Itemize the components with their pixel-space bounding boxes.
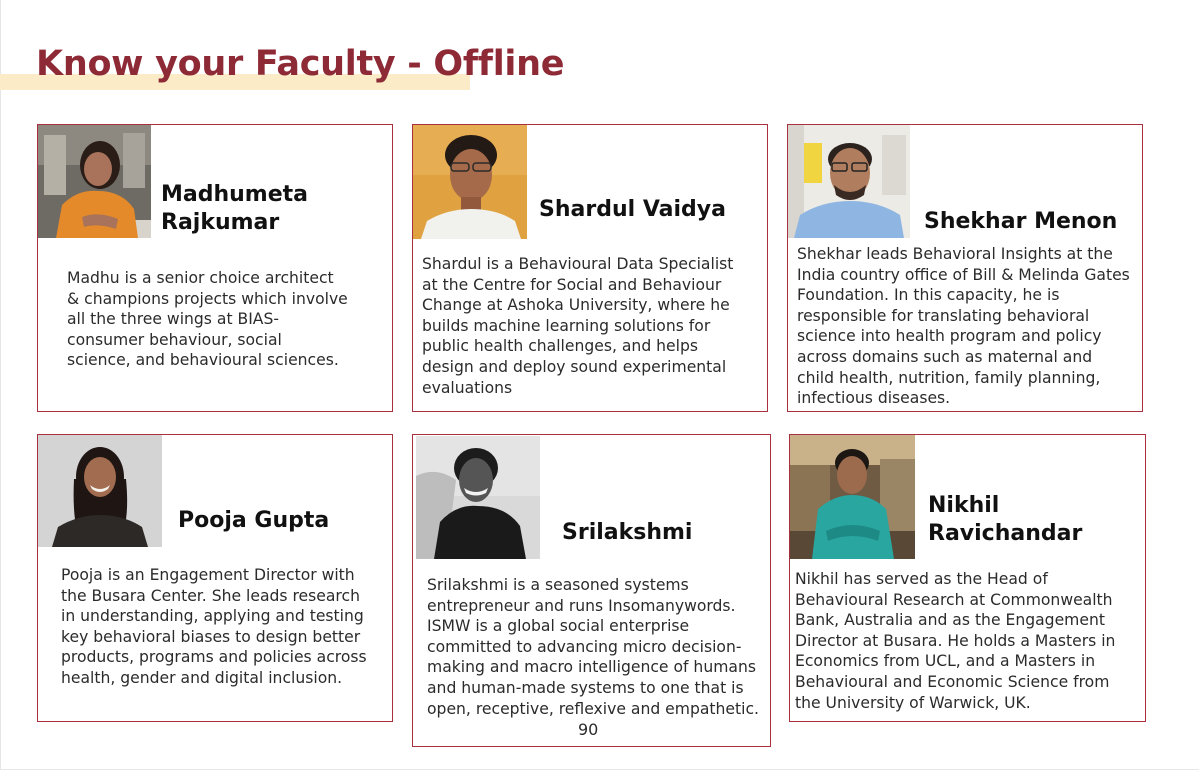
page-number: 90 — [578, 720, 599, 739]
portrait-photo-nikhil — [790, 435, 915, 559]
faculty-bio: Pooja is an Engagement Director with the Busara Center. She leads research in understanding, applying and testing key behavioral biases to design better products, programs and policies across health, gender and digital inclusion. — [61, 566, 367, 687]
portrait-photo-shekhar — [788, 125, 910, 238]
faculty-bio: Madhu is a senior choice architect & champions projects which involve all the three wings at BIAS- consumer behaviour, social science, and behavioural sciences. — [67, 269, 348, 370]
faculty-name: Srilakshmi — [562, 520, 693, 545]
faculty-bio: Nikhil has served as the Head of Behavioural Research at Commonwealth Bank, Australia and as the Engagement Director at Busara. He holds a Masters in Economics from UCL, and a Masters in Behavioural and Economic Science from the University of Warwick, UK. — [795, 570, 1116, 712]
portrait-photo-pooja — [38, 435, 162, 547]
faculty-name: Madhumeta Rajkumar — [161, 182, 309, 235]
portrait-photo-srilakshmi — [416, 436, 540, 559]
faculty-name: Shardul Vaidya — [539, 197, 726, 222]
portrait-photo-shardul — [413, 125, 527, 239]
faculty-bio: Srilakshmi is a seasoned systems entrepreneur and runs Insomanywords. ISMW is a global social enterprise committed to advancing micro decision-making and macro intelligence of humans and human-made systems to one that is open, receptive, reflexive and empathetic. — [427, 576, 759, 718]
faculty-bio: Shardul is a Behavioural Data Specialist at the Centre for Social and Behaviour Change at Ashoka University, where he builds machine learning solutions for public health challenges, and helps design and deploy sound experimental evaluations — [422, 255, 734, 397]
faculty-name: Shekhar Menon — [924, 209, 1118, 234]
faculty-name: Pooja Gupta — [178, 508, 330, 533]
faculty-bio: Shekhar leads Behavioral Insights at the India country office of Bill & Melinda Gates Foundation. In this capacity, he is responsible for translating behavioral science into health program and policy across domains such as maternal and child health, nutrition, family planning, infectious diseases. — [797, 245, 1130, 408]
page-title: Know your Faculty - Offline — [36, 44, 565, 84]
faculty-name: Nikhil Ravichandar — [928, 493, 1083, 546]
portrait-photo-madhumeta — [38, 125, 151, 238]
